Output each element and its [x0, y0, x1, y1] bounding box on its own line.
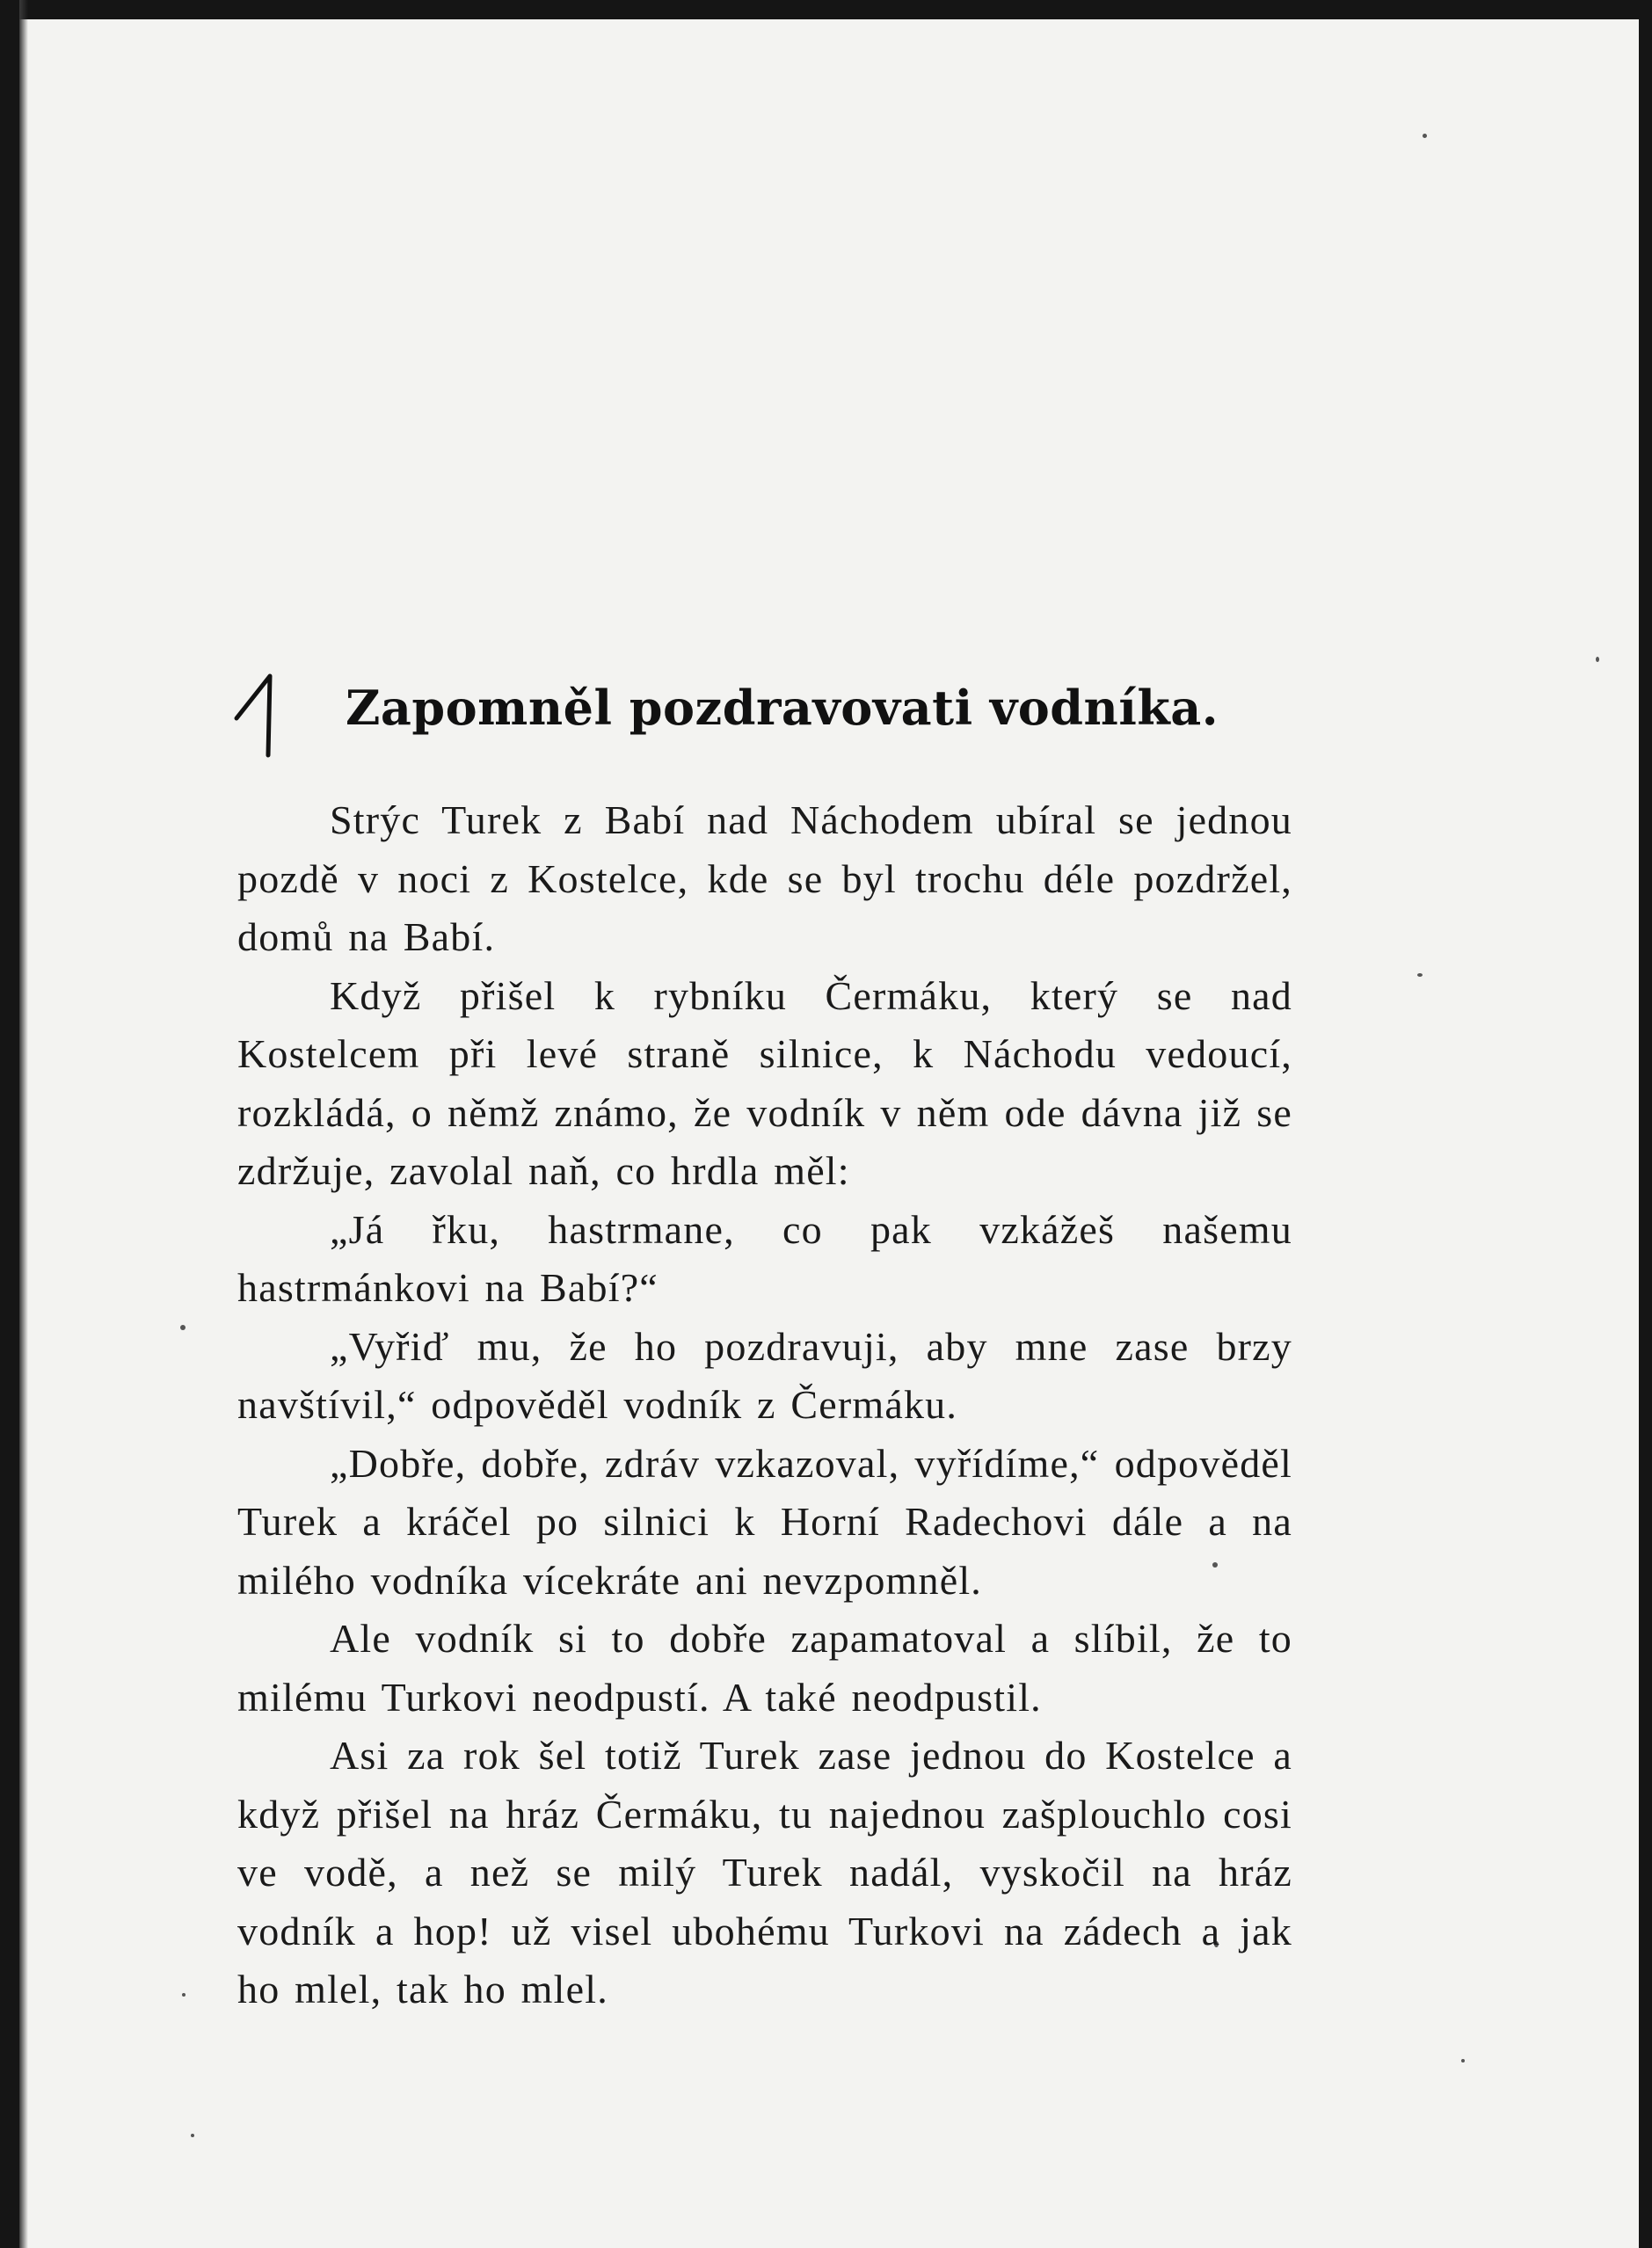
scan-border-right	[1639, 0, 1652, 2248]
paper-speck	[180, 1325, 186, 1330]
paragraph-1: Strýc Turek z Babí nad Náchodem ubíral se jednou pozdě v noci z Kostelce, kde se byl trochu déle pozdržel, domů na Babí.	[237, 797, 1292, 959]
paragraph-5: „Dobře, dobře, zdráv vzkazoval, vyřídíme,“ odpověděl Turek a kráčel po silnici k Horní Radechovi dále a na milého vodníka vícekráte ani nevzpomněl.	[237, 1440, 1292, 1603]
paper-speck	[1596, 657, 1599, 662]
chapter-title: Zapomněl pozdravovati vodníka.	[346, 680, 1219, 736]
paragraph-6: Ale vodník si to dobře zapamatoval a slíbil, že to milému Turkovi neodpustí. A také neodpustil.	[237, 1616, 1292, 1720]
paper-speck	[1417, 973, 1423, 977]
paragraph-3: „Já řku, hastrmane, co pak vzkážeš našemu hastrmánkovi na Babí?“	[237, 1206, 1292, 1310]
story-text	[237, 791, 1292, 2019]
scan-border-top	[0, 0, 1652, 19]
handwritten-numeral-1	[224, 671, 286, 759]
paper-speck	[1423, 134, 1427, 138]
paper-speck	[191, 2134, 194, 2137]
paragraph-2: Když přišel k rybníku Čermáku, který se nad Kostelcem při levé straně silnice, k Náchodu vedoucí, rozkládá, o němž známo, že vodník v něm ode dávna již se zdržuje, zavolal naň, co hrdla měl:	[237, 972, 1292, 1193]
paper-speck	[1461, 2059, 1465, 2062]
paragraph-7: Asi za rok šel totiž Turek zase jednou do Kostelce a když přišel na hráz Čermáku, tu najednou zašplouchlo cosi ve vodě, a než se milý Turek nadál, vyskočil na hráz vodník a hop! už visel ubohému Turkovi na zádech a jak ho mlel, tak ho mlel.	[237, 1733, 1292, 2012]
paragraph-4: „Vyřiď mu, že ho pozdravuji, aby mne zase brzy navštívil,“ odpověděl vodník z Čermáku.	[237, 1323, 1292, 1427]
chapter-heading	[224, 664, 1455, 760]
scan-border-left	[0, 0, 19, 2248]
paper-speck	[182, 1993, 186, 1997]
page-gutter-shadow	[19, 0, 28, 2248]
